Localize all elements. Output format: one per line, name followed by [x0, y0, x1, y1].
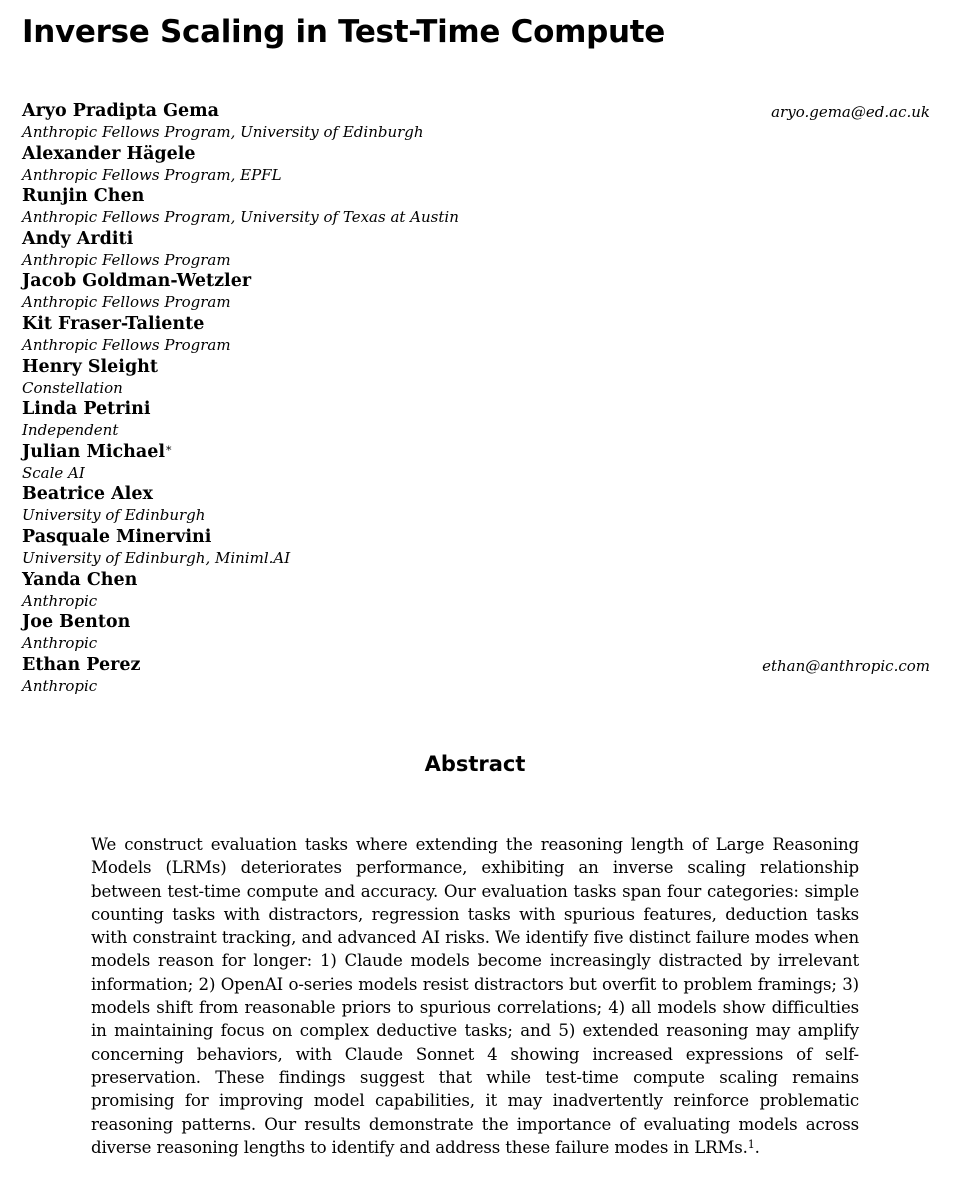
author-affiliation: Anthropic Fellows Program, University of Texas at Austin [22, 208, 459, 227]
author-name-text: Yanda Chen [22, 569, 138, 590]
author-affiliation: Anthropic Fellows Program [22, 250, 231, 269]
author-name [22, 228, 932, 250]
author-name-text: Joe Benton [22, 612, 131, 633]
author-entry [22, 270, 932, 313]
author-name [22, 185, 932, 207]
author-affiliation: Anthropic Fellows Program [22, 293, 231, 312]
author-name [22, 270, 932, 292]
author-entry [22, 313, 932, 356]
author-name-text: Linda Petrini [22, 399, 151, 420]
author-entry [22, 526, 932, 569]
author-affiliation: Anthropic Fellows Program [22, 335, 231, 354]
author-entry [22, 398, 932, 441]
author-affiliation: University of Edinburgh [22, 506, 206, 525]
author-name-text: Julian Michael [22, 441, 165, 462]
author-entry [22, 100, 932, 143]
author-name [22, 611, 932, 633]
author-affiliation: Anthropic Fellows Program, EPFL [22, 165, 282, 184]
author-name [22, 526, 932, 548]
author-name-text: Kit Fraser-Taliente [22, 313, 205, 334]
author-name-text: Alexander Hägele [22, 143, 196, 164]
author-name [22, 441, 932, 463]
author-entry [22, 185, 932, 228]
author-entry [22, 483, 932, 526]
paper-title: Inverse Scaling in Test-Time Compute [22, 14, 665, 50]
author-entry [22, 441, 932, 484]
author-list [22, 100, 932, 696]
author-entry [22, 569, 932, 612]
author-name [22, 313, 932, 335]
author-affiliation: Scale AI [22, 463, 85, 482]
author-name-text: Runjin Chen [22, 186, 145, 207]
author-affiliation: Anthropic [22, 676, 98, 695]
author-name [22, 143, 932, 165]
author-affiliation: Anthropic [22, 634, 98, 653]
abstract-text: We construct evaluation tasks where extending the reasoning length of Large Reasoning Models (LRMs) deteriorates performance, exhibiting an inverse scaling relationship between test-time compute and accuracy. Our evaluation tasks span four categories: simple counting tasks with distractors, regression tasks with spurious features, deduction tasks with constraint tracking, and advanced AI risks. We identify five distinct failure modes when models reason for longer: 1) Claude models become increasingly distracted by irrelevant information; 2) OpenAI o-series models resist distractors but overfit to problem framings; 3) models shift from reasonable priors to spurious correlations; 4) all models show difficulties in maintaining focus on complex deductive tasks; and 5) extended reasoning may amplify concerning behaviors, with Claude Sonnet 4 showing increased expressions of self-preservation. These findings suggest that while test-time compute scaling remains promising for improving model capabilities, it may inadvertently reinforce problematic reasoning patterns. Our results demonstrate the importance of evaluating models across diverse reasoning lengths to identify and address these failure modes in LRMs.$^1$. [91, 835, 859, 1157]
abstract-heading: Abstract [424, 752, 526, 776]
author-name-text: Aryo Pradipta Gema [22, 101, 220, 121]
author-email: aryo.gema@ed.ac.uk [771, 103, 930, 121]
author-name-text: Andy Arditi [22, 228, 134, 249]
author-name [22, 569, 932, 591]
author-name [22, 398, 932, 420]
author-name [22, 356, 932, 378]
author-name-text: Ethan Perez [22, 654, 141, 675]
author-name-text: Jacob Goldman-Wetzler [22, 271, 252, 292]
author-affiliation: Anthropic Fellows Program, University of Edinburgh [22, 123, 424, 141]
author-entry [22, 654, 932, 697]
author-affiliation: Constellation [22, 378, 123, 397]
author-entry [22, 143, 932, 186]
author-name-text: Beatrice Alex [22, 484, 153, 505]
author-affiliation: Independent [22, 421, 119, 440]
author-affiliation: Anthropic [22, 591, 98, 610]
author-affiliation: University of Edinburgh, Miniml.AI [22, 548, 291, 567]
author-entry [22, 611, 932, 654]
author-entry [22, 228, 932, 271]
author-footnote-mark: * [165, 443, 172, 457]
author-email: ethan@anthropic.com [762, 656, 930, 675]
footnote-marker: 1 [747, 1137, 755, 1151]
author-entry [22, 356, 932, 399]
author-name-text: Henry Sleight [22, 356, 158, 377]
author-name-text: Pasquale Minervini [22, 526, 212, 547]
author-name [22, 483, 932, 505]
abstract-body-text: We construct evaluation tasks where extending the reasoning length of Large Reasoning Models (LRMs) deteriorates performance, exhibiting an inverse scaling relationship between test-time compute and accuracy. Our evaluation tasks span four categories: simple counting tasks with distractors, regression tasks with spurious features, deduction tasks with constraint tracking, and advanced AI risks. We identify five distinct failure modes when models reason for longer: 1) Claude models become increasingly distracted by irrelevant information; 2) OpenAI o-series models resist distractors but overfit to problem framings; 3) models shift from reasonable priors to spurious correlations; 4) all models show difficulties in maintaining focus on complex deductive tasks; and 5) extended reasoning may amplify concerning behaviors, with Claude Sonnet 4 showing increased expressions of self-preservation. These findings suggest that while test-time compute scaling remains promising for improving model capabilities, it may inadvertently reinforce problematic reasoning patterns. Our results demonstrate the importance of evaluating models across diverse reasoning lengths to identify and address these failure modes in LRMs. [91, 835, 859, 1157]
